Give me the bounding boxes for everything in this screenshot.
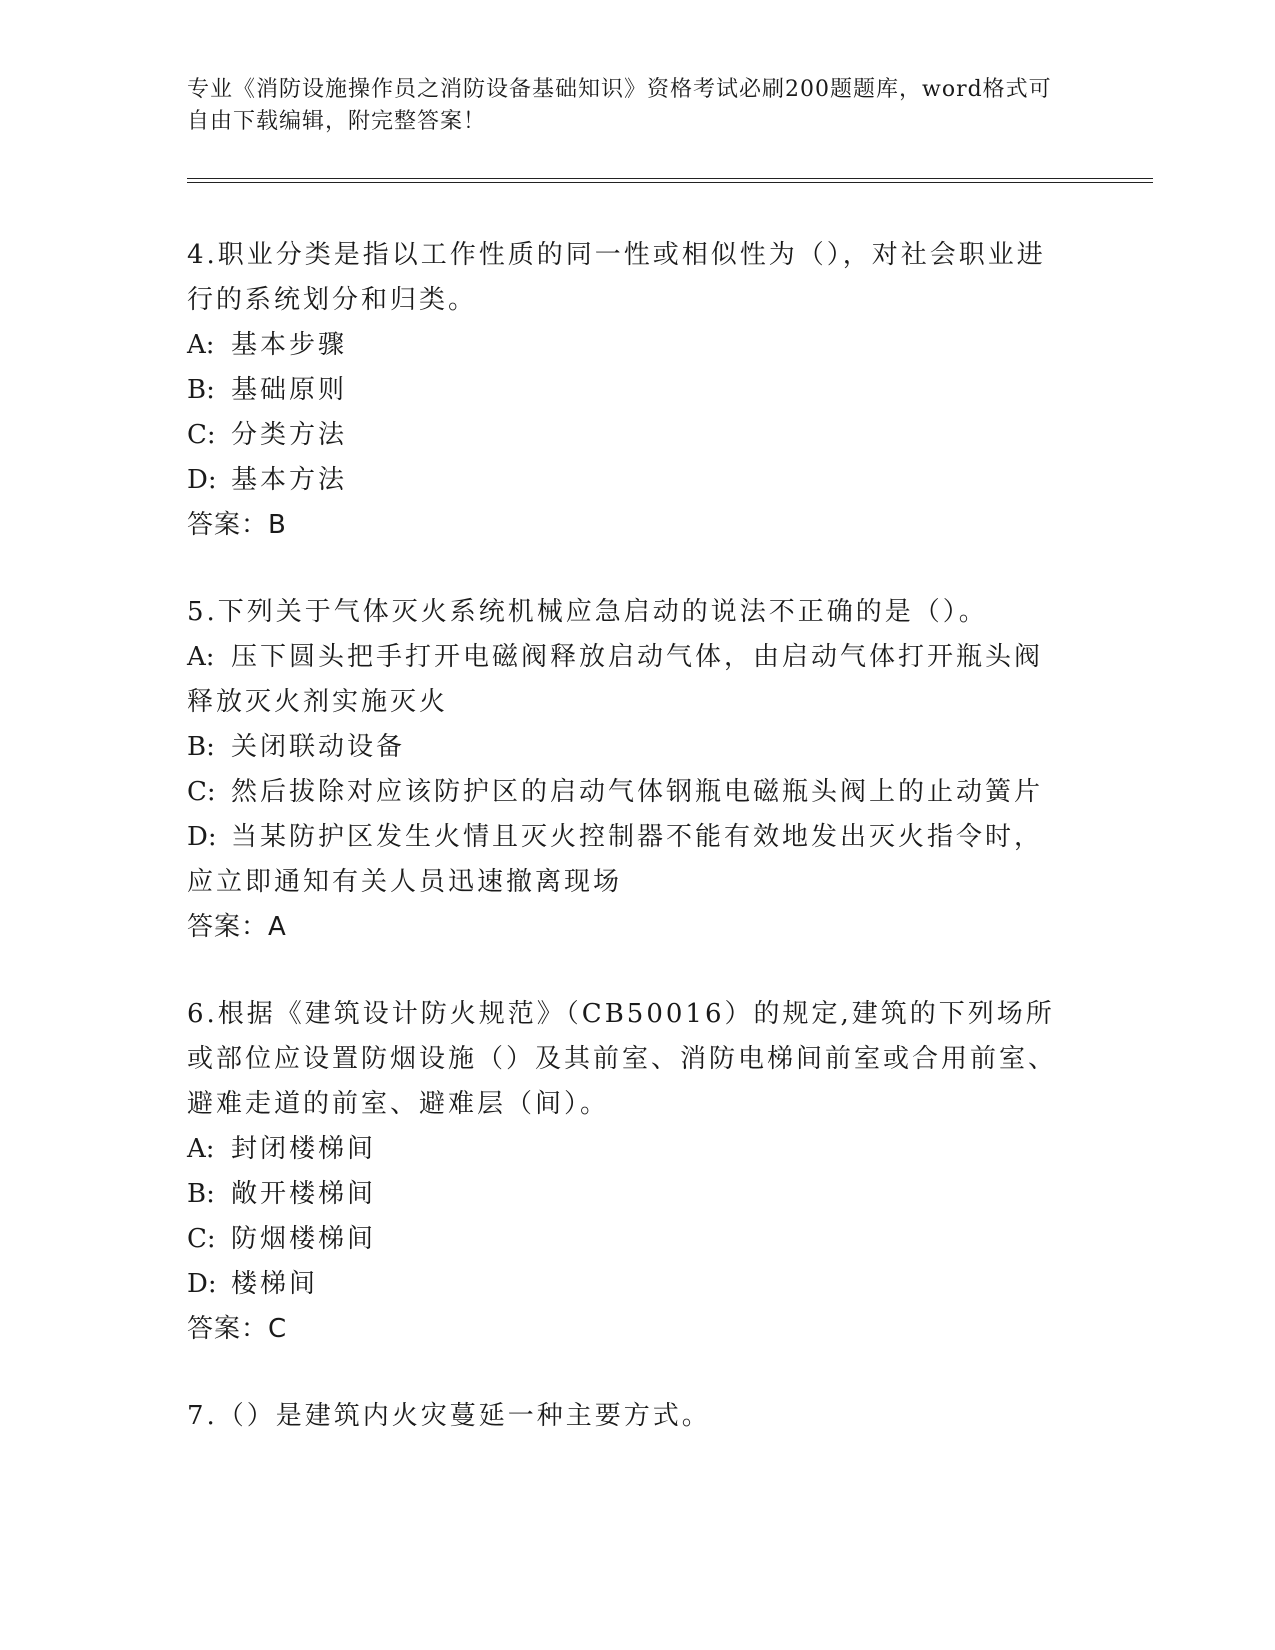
option-b	[187, 1172, 1067, 1217]
question-list	[187, 233, 1067, 1481]
option-letter: D:	[187, 1269, 217, 1299]
question-7	[187, 1394, 1067, 1439]
option-text: 关闭联动设备	[231, 732, 406, 762]
option-text: 基本步骤	[231, 330, 348, 360]
document-header: 专业《消防设施操作员之消防设备基础知识》资格考试必刷200题题库，word格式可自由下载编辑，附完整答案！	[187, 77, 1052, 134]
option-text: 敞开楼梯间	[231, 1179, 377, 1209]
option-a	[187, 635, 1067, 725]
answer-line: 答案：B	[187, 510, 287, 540]
option-a	[187, 323, 1067, 368]
question-stem: 5.下列关于气体灭火系统机械应急启动的说法不正确的是（）。	[187, 597, 988, 627]
option-letter: B:	[187, 732, 215, 762]
option-letter: C:	[187, 420, 216, 450]
question-4	[187, 233, 1067, 548]
option-c	[187, 1217, 1067, 1262]
question-stem: 7.（）是建筑内火灾蔓延一种主要方式。	[187, 1401, 711, 1431]
option-letter: A:	[187, 1134, 215, 1164]
question-5	[187, 590, 1067, 950]
header-rule-bottom	[187, 182, 1153, 183]
option-text: 压下圆头把手打开电磁阀释放启动气体，由启动气体打开瓶头阀释放灭火剂实施灭火	[187, 642, 1044, 717]
option-letter: C:	[187, 777, 216, 807]
header-rule-top	[187, 178, 1153, 179]
option-letter: D:	[187, 822, 217, 852]
option-b	[187, 725, 1067, 770]
option-letter: C:	[187, 1224, 216, 1254]
answer-line: 答案：C	[187, 1314, 288, 1344]
option-b	[187, 368, 1067, 413]
option-text: 封闭楼梯间	[231, 1134, 377, 1164]
option-letter: D:	[187, 465, 217, 495]
question-stem: 6.根据《建筑设计防火规范》（CB50016）的规定,建筑的下列场所或部位应设置防烟设施（）及其前室、消防电梯间前室或合用前室、避难走道的前室、避难层（间）。	[187, 999, 1058, 1119]
option-letter: A:	[187, 330, 215, 360]
option-text: 楼梯间	[231, 1269, 319, 1299]
option-c	[187, 770, 1067, 815]
option-d	[187, 458, 1067, 503]
option-a	[187, 1127, 1067, 1172]
option-text: 分类方法	[231, 420, 348, 450]
option-c	[187, 413, 1067, 458]
answer-line: 答案：A	[187, 912, 287, 942]
option-text: 基础原则	[231, 375, 348, 405]
question-stem: 4.职业分类是指以工作性质的同一性或相似性为（），对社会职业进行的系统划分和归类。	[187, 240, 1046, 315]
option-letter: A:	[187, 642, 215, 672]
option-text: 基本方法	[231, 465, 348, 495]
option-text: 当某防护区发生火情且灭火控制器不能有效地发出灭火指令时，应立即通知有关人员迅速撤离现场	[187, 822, 1044, 897]
option-d	[187, 815, 1067, 905]
option-d	[187, 1262, 1067, 1307]
option-text: 防烟楼梯间	[231, 1224, 377, 1254]
option-letter: B:	[187, 375, 215, 405]
question-6	[187, 992, 1067, 1352]
option-letter: B:	[187, 1179, 215, 1209]
option-text: 然后拔除对应该防护区的启动气体钢瓶电磁瓶头阀上的止动簧片	[231, 777, 1044, 807]
